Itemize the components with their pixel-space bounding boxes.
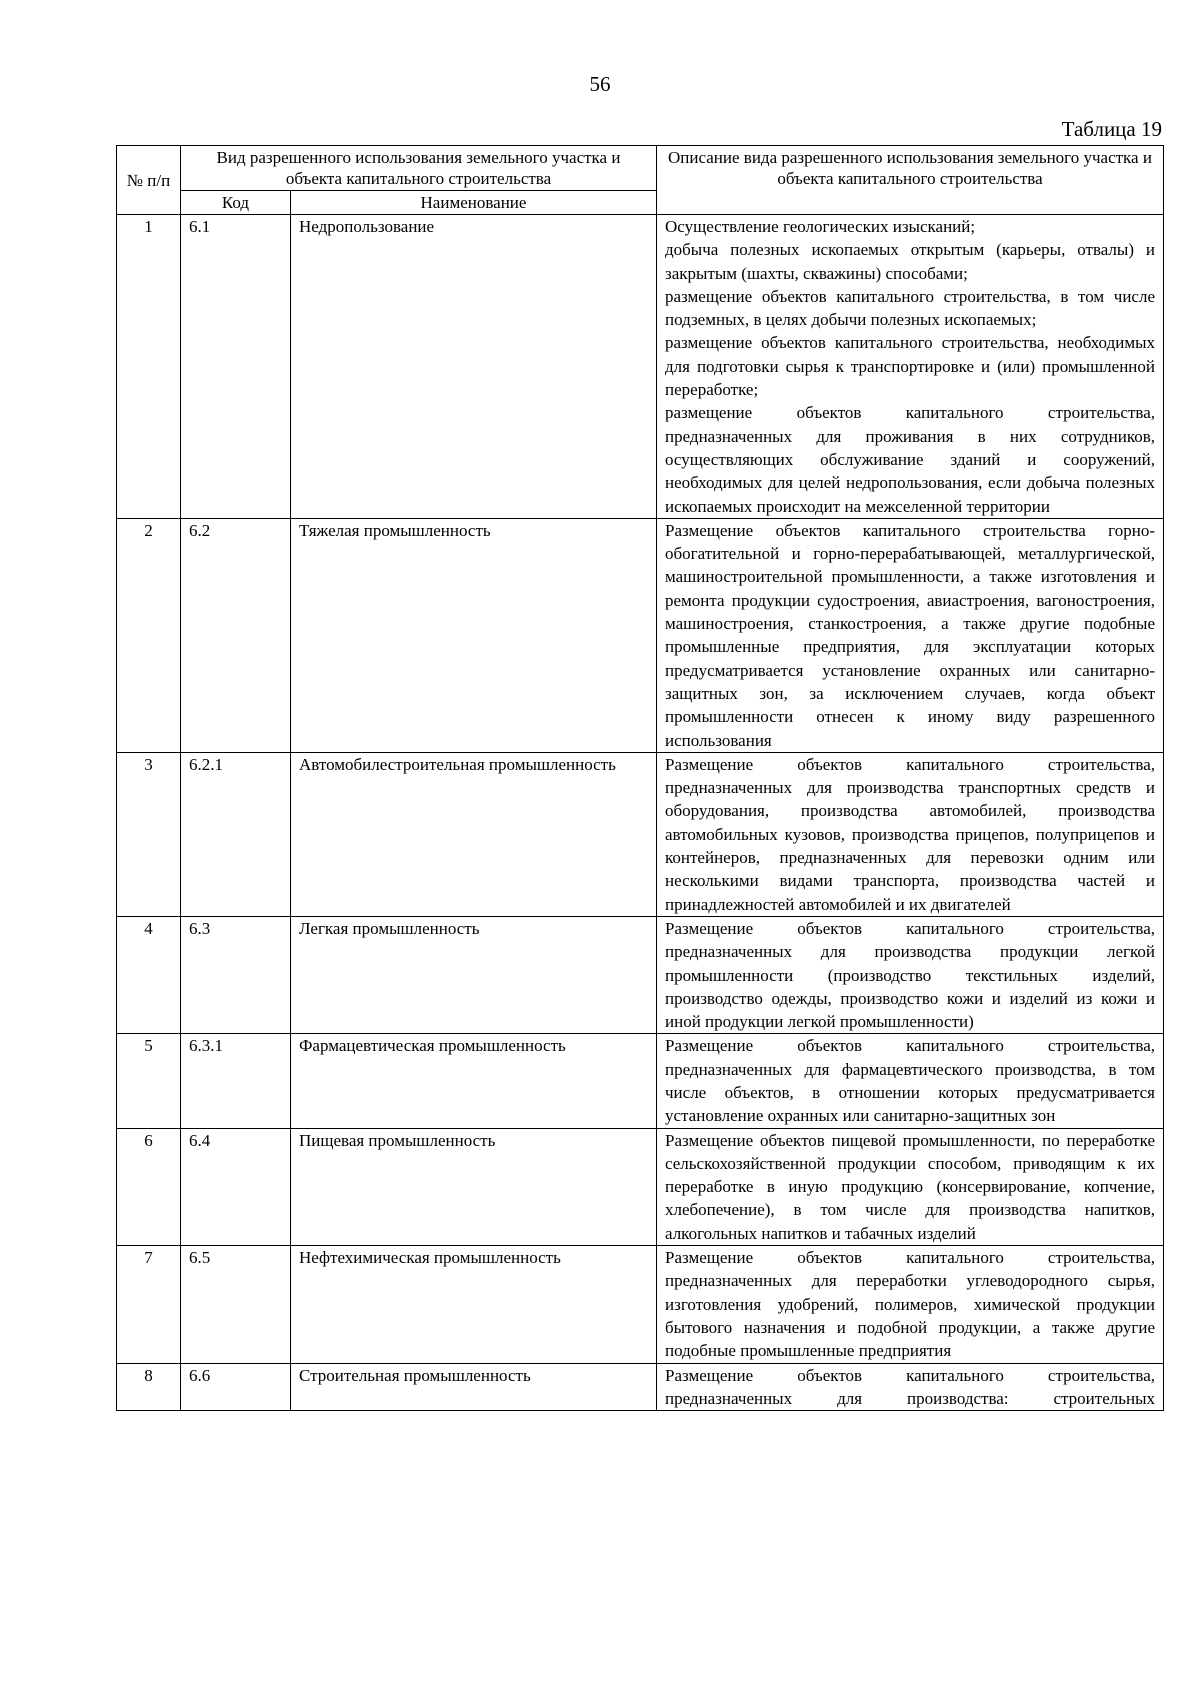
table-row: [117, 752, 1164, 916]
header-description: Описание вида разрешенного использования земельного участка и объекта капитального строительства: [657, 146, 1164, 215]
header-group: Вид разрешенного использования земельного участка и объекта капитального строительства: [181, 146, 657, 191]
table-row: [117, 1363, 1164, 1411]
table-title: Таблица 19: [1061, 117, 1162, 141]
row-number: 8: [117, 1363, 181, 1411]
table-row: [117, 1128, 1164, 1245]
row-number: 4: [117, 916, 181, 1033]
permitted-use-table: [116, 145, 1164, 1411]
description-paragraph: Размещение объектов капитального строительства, предназначенных для производства продукции легкой промышленности (производство текстильных изделий, производство одежды, производство кожи и изделий из кожи и иной продукции легкой промышленности): [665, 918, 1155, 1032]
row-code: 6.3.1: [181, 1034, 291, 1128]
description-paragraph: размещение объектов капитального строительства, предназначенных для проживания в них сотрудников, осуществляющих обслуживание зданий и сооружений, необходимых для целей недропользования, если добыча полезных ископаемых происходит на межселенной территории: [665, 403, 1155, 516]
row-code: 6.2.1: [181, 752, 291, 916]
description-paragraph: размещение объектов капитального строительства, в том числе подземных, в целях добычи полезных ископаемых;: [665, 286, 1155, 330]
table-header: [117, 146, 1164, 215]
description-paragraph: Размещение объектов капитального строительства, предназначенных для производства транспортных средств и оборудования, производства автомобилей, производства автомобильных кузовов, производства прицепов, полуприцепов и контейнеров, предназначенных для перевозки одним или несколькими видами транспорта, производства частей и принадлежностей автомобилей и их двигателей: [665, 754, 1155, 914]
row-name: Автомобилестроительная промышленность: [291, 752, 657, 916]
row-code: 6.4: [181, 1128, 291, 1245]
row-description: [657, 916, 1164, 1033]
row-code: 6.5: [181, 1246, 291, 1363]
row-description: [657, 215, 1164, 519]
row-description: [657, 1128, 1164, 1245]
row-number: 1: [117, 215, 181, 519]
row-number: 3: [117, 752, 181, 916]
row-description: [657, 1034, 1164, 1128]
row-description: [657, 518, 1164, 752]
row-name: Строительная промышленность: [291, 1363, 657, 1411]
row-name: Фармацевтическая промышленность: [291, 1034, 657, 1128]
row-number: 6: [117, 1128, 181, 1245]
row-number: 2: [117, 518, 181, 752]
row-code: 6.2: [181, 518, 291, 752]
table-row: [117, 215, 1164, 519]
header-num: № п/п: [117, 146, 181, 215]
description-paragraph: размещение объектов капитального строительства, необходимых для подготовки сырья к транспортировке и (или) промышленной переработке;: [665, 333, 1155, 400]
description-paragraph: Осуществление геологических изысканий;: [665, 217, 976, 236]
row-number: 7: [117, 1246, 181, 1363]
description-paragraph: Размещение объектов капитального строительства горно-обогатительной и горно-перерабатывающей, металлургической, машиностроительной промышленности, а также изготовления и ремонта продукции судостроения, авиастроения, вагоностроения, машиностроения, станкостроения, а также другие подобные промышленные предприятия, для эксплуатации которых предусматривается установление охранных или санитарно-защитных зон, за исключением случаев, когда объект промышленности отнесен к иному виду разрешенного использования: [665, 520, 1155, 750]
description-paragraph: Размещение объектов капитального строительства, предназначенных для переработки углеводородного сырья, изготовления удобрений, полимеров, химической продукции бытового назначения и подобной продукции, а также другие подобные промышленные предприятия: [665, 1248, 1155, 1361]
row-number: 5: [117, 1034, 181, 1128]
row-name: Нефтехимическая промышленность: [291, 1246, 657, 1363]
description-paragraph: добыча полезных ископаемых открытым (карьеры, отвалы) и закрытым (шахты, скважины) способами;: [665, 240, 1155, 283]
row-code: 6.6: [181, 1363, 291, 1411]
row-name: Недропользование: [291, 215, 657, 519]
row-name: Тяжелая промышленность: [291, 518, 657, 752]
description-paragraph: Размещение объектов капитального строительства, предназначенных для производства: строительных: [665, 1365, 1155, 1408]
row-description: [657, 1246, 1164, 1363]
header-name: Наименование: [291, 191, 657, 215]
row-code: 6.1: [181, 215, 291, 519]
row-name: Пищевая промышленность: [291, 1128, 657, 1245]
table-row: [117, 1034, 1164, 1128]
description-paragraph: Размещение объектов пищевой промышленности, по переработке сельскохозяйственной продукции способом, приводящим к их переработке в иную продукцию (консервирование, копчение, хлебопечение), в том числе для производства напитков, алкогольных напитков и табачных изделий: [665, 1130, 1155, 1243]
row-code: 6.3: [181, 916, 291, 1033]
row-name: Легкая промышленность: [291, 916, 657, 1033]
table-row: [117, 518, 1164, 752]
page-number: 56: [589, 72, 611, 96]
table-row: [117, 1246, 1164, 1363]
header-code: Код: [181, 191, 291, 215]
description-paragraph: Размещение объектов капитального строительства, предназначенных для фармацевтического производства, в том числе объектов, в отношении которых предусматривается установление охранных или санитарно-защитных зон: [665, 1036, 1155, 1126]
table-row: [117, 916, 1164, 1033]
row-description: [657, 1363, 1164, 1411]
row-description: [657, 752, 1164, 916]
table-body: [117, 215, 1164, 1411]
